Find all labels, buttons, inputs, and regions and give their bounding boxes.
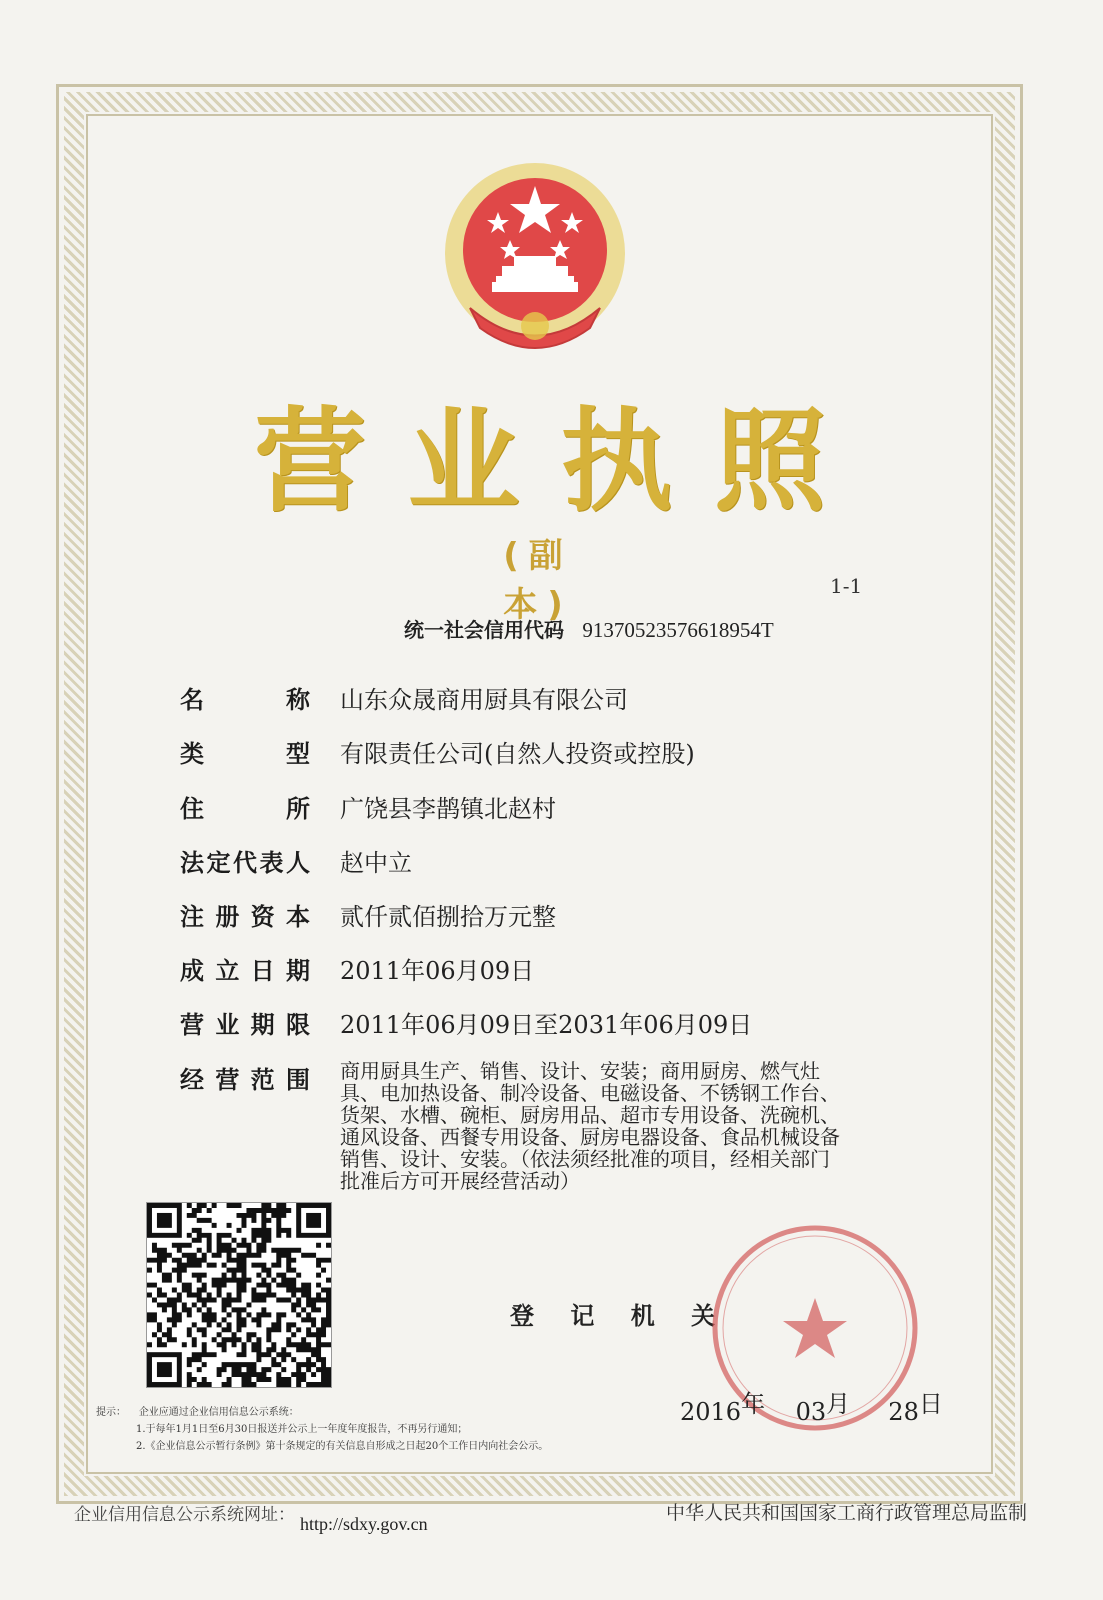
title-char: 营 bbox=[254, 396, 366, 527]
field-label: 住 所 bbox=[180, 795, 310, 823]
footer-url-link[interactable]: http://sdxy.gov.cn bbox=[300, 1514, 428, 1534]
field-label: 成 立 日 期 bbox=[180, 957, 310, 985]
footer-system-label: 企业信用信息公示系统网址： bbox=[74, 1505, 295, 1525]
month-unit: 月 bbox=[826, 1390, 851, 1418]
notice-prefix: 提示： bbox=[96, 1407, 126, 1418]
day-unit: 日 bbox=[918, 1390, 943, 1418]
field-capital bbox=[180, 897, 920, 937]
scope-line: 批准后方可开展经营活动） bbox=[340, 1169, 580, 1193]
field-legal-rep bbox=[180, 843, 920, 883]
field-value: 有限责任公司(自然人投资或控股) bbox=[340, 740, 695, 768]
footer-supervisor: 中华人民共和国国家工商行政管理总局监制 bbox=[666, 1502, 1028, 1524]
field-address bbox=[180, 789, 920, 829]
national-emblem-icon bbox=[440, 158, 630, 363]
field-label: 注 册 资 本 bbox=[180, 903, 310, 931]
scope-line: 通风设备、西餐专用设备、厨房电器设备、食品机械设备 bbox=[340, 1125, 840, 1149]
scope-line: 具、电加热设备、制冷设备、电磁设备、不锈钢工作台、 bbox=[340, 1081, 840, 1105]
registration-authority-label: 登 记 机 关 bbox=[510, 1302, 730, 1330]
field-value: 2011年06月09日 bbox=[340, 957, 535, 985]
field-value: 2011年06月09日至2031年06月09日 bbox=[340, 1011, 753, 1039]
license-subtitle: (副 本) bbox=[503, 536, 573, 625]
field-type bbox=[180, 734, 920, 774]
qr-code[interactable] bbox=[146, 1202, 332, 1388]
notice-text bbox=[96, 1404, 736, 1455]
title-char: 执 bbox=[560, 396, 673, 527]
credit-code-label: 统一社会信用代码 bbox=[404, 618, 564, 642]
field-value: 广饶县李鹊镇北赵村 bbox=[340, 795, 556, 823]
scope-line: 商用厨具生产、销售、设计、安装；商用厨房、燃气灶 bbox=[340, 1059, 820, 1083]
scope-line: 销售、设计、安装。（依法须经批准的项目，经相关部门 bbox=[340, 1147, 830, 1171]
issue-month: 03 bbox=[795, 1398, 827, 1426]
field-value: 贰仟贰佰捌拾万元整 bbox=[340, 903, 556, 931]
title-char: 照 bbox=[713, 396, 826, 527]
field-label: 名 称 bbox=[180, 686, 310, 714]
field-term bbox=[180, 1005, 920, 1045]
notice-line: 企业应通过企业信用信息公示系统： bbox=[138, 1407, 299, 1418]
field-value: 赵中立 bbox=[340, 849, 412, 877]
title-char: 业 bbox=[407, 396, 520, 527]
field-label: 法 定 代 表 人 bbox=[180, 849, 310, 877]
field-label: 类 型 bbox=[180, 740, 310, 768]
license-title bbox=[240, 382, 840, 527]
issue-year: 2016 bbox=[680, 1398, 742, 1426]
field-name bbox=[180, 680, 920, 720]
notice-line: 2.《企业信息公示暂行条例》第十条规定的有关信息自形成之日起20个工作日内向社会公示。 bbox=[136, 1441, 549, 1452]
issue-day: 28 bbox=[888, 1398, 919, 1426]
year-unit: 年 bbox=[741, 1390, 766, 1418]
field-value: 山东众晟商用厨具有限公司 bbox=[340, 686, 628, 714]
field-established bbox=[180, 951, 920, 991]
credit-code-value: 91370523576618954T bbox=[582, 618, 774, 642]
business-scope-text bbox=[340, 1060, 900, 1192]
notice-line: 1.于每年1月1日至6月30日报送并公示上一年度年度报告，不再另行通知； bbox=[136, 1424, 468, 1435]
copy-number: 1-1 bbox=[830, 574, 863, 598]
field-label: 营 业 期 限 bbox=[180, 1011, 310, 1039]
credit-code-row bbox=[404, 614, 774, 643]
field-label: 经 营 范 围 bbox=[180, 1066, 310, 1094]
scope-line: 货架、水槽、碗柜、厨房用品、超市专用设备、洗碗机、 bbox=[340, 1103, 840, 1127]
